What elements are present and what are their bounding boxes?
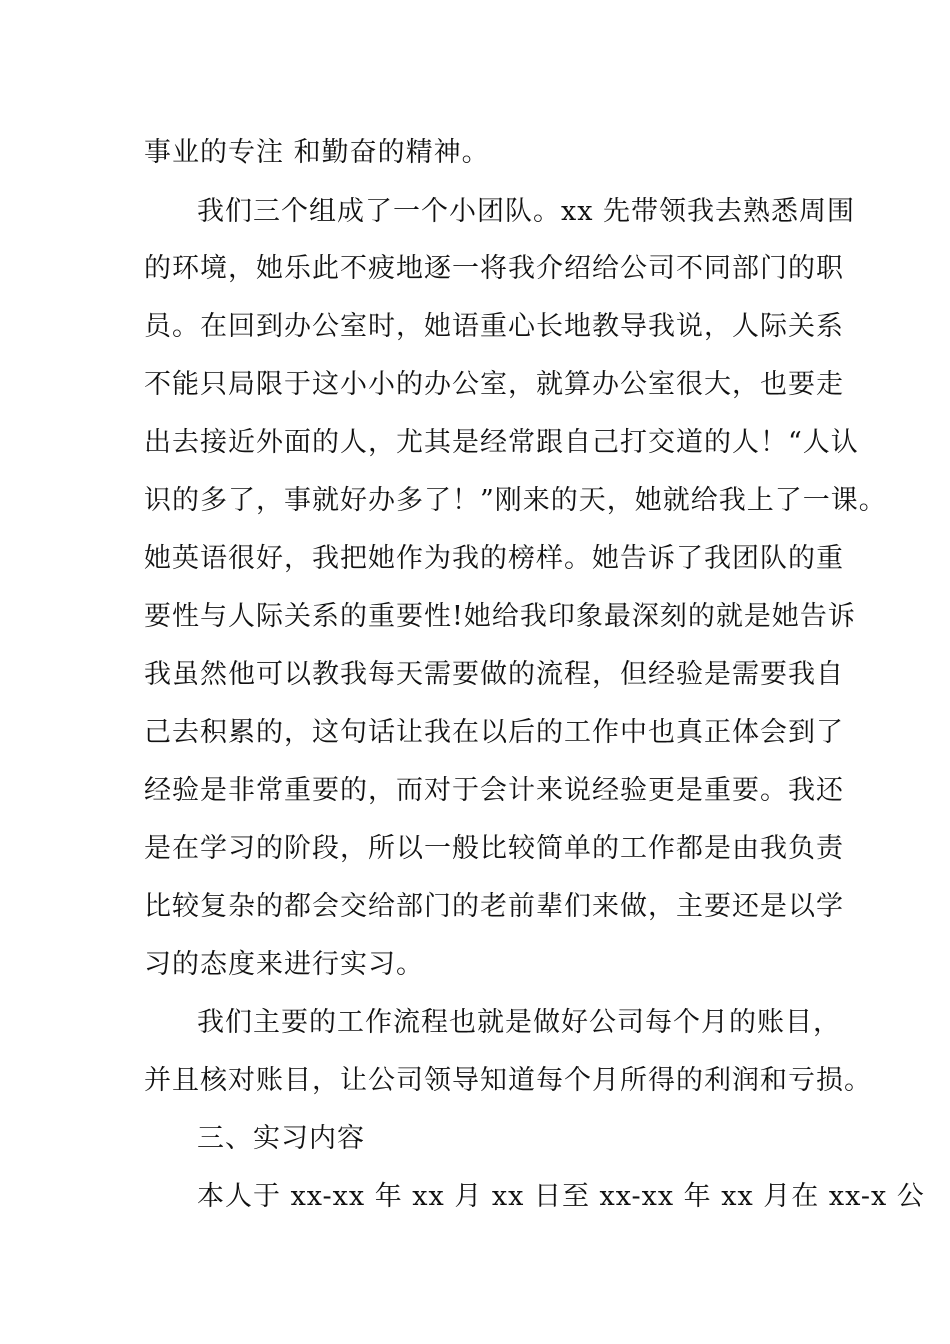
text-line: 我虽然他可以教我每天需要做的流程，但经验是需要我自 (144, 659, 844, 690)
paragraph-start-line: 本人于 xx-xx 年 xx 月 xx 日至 xx-xx 年 xx 月在 xx-x 公 (197, 1181, 925, 1212)
text-line: 并且核对账目，让公司领导知道每个月所得的利润和亏损。 (144, 1065, 872, 1096)
text-line: 识的多了，事就好办多了！”刚来的天，她就给我上了一课。 (144, 485, 887, 516)
text-line: 要性与人际关系的重要性!她给我印象最深刻的就是她告诉 (144, 601, 856, 632)
text-line: 的环境，她乐此不疲地逐一将我介绍给公司不同部门的职 (144, 253, 844, 284)
text-line: 出去接近外面的人，尤其是经常跟自己打交道的人！“人认 (144, 427, 859, 458)
text-line: 习的态度来进行实习。 (144, 949, 424, 980)
text-line: 不能只局限于这小小的办公室，就算办公室很大，也要走 (144, 369, 844, 400)
text-line: 事业的专注 和勤奋的精神。 (144, 137, 490, 168)
text-line: 是在学习的阶段，所以一般比较简单的工作都是由我负责 (144, 833, 844, 864)
text-line: 比较复杂的都会交给部门的老前辈们来做，主要还是以学 (144, 891, 844, 922)
text-line: 经验是非常重要的，而对于会计来说经验更是重要。我还 (144, 775, 844, 806)
text-line: 己去积累的，这句话让我在以后的工作中也真正体会到了 (144, 717, 844, 748)
text-line: 员。在回到办公室时，她语重心长地教导我说，人际关系 (144, 311, 844, 342)
text-line: 她英语很好，我把她作为我的榜样。她告诉了我团队的重 (144, 543, 844, 574)
paragraph-start-line: 我们三个组成了一个小团队。xx 先带领我去熟悉周围 (197, 196, 856, 227)
paragraph-start-line: 我们主要的工作流程也就是做好公司每个月的账目， (197, 1007, 841, 1038)
section-heading: 三、实习内容 (197, 1123, 365, 1154)
